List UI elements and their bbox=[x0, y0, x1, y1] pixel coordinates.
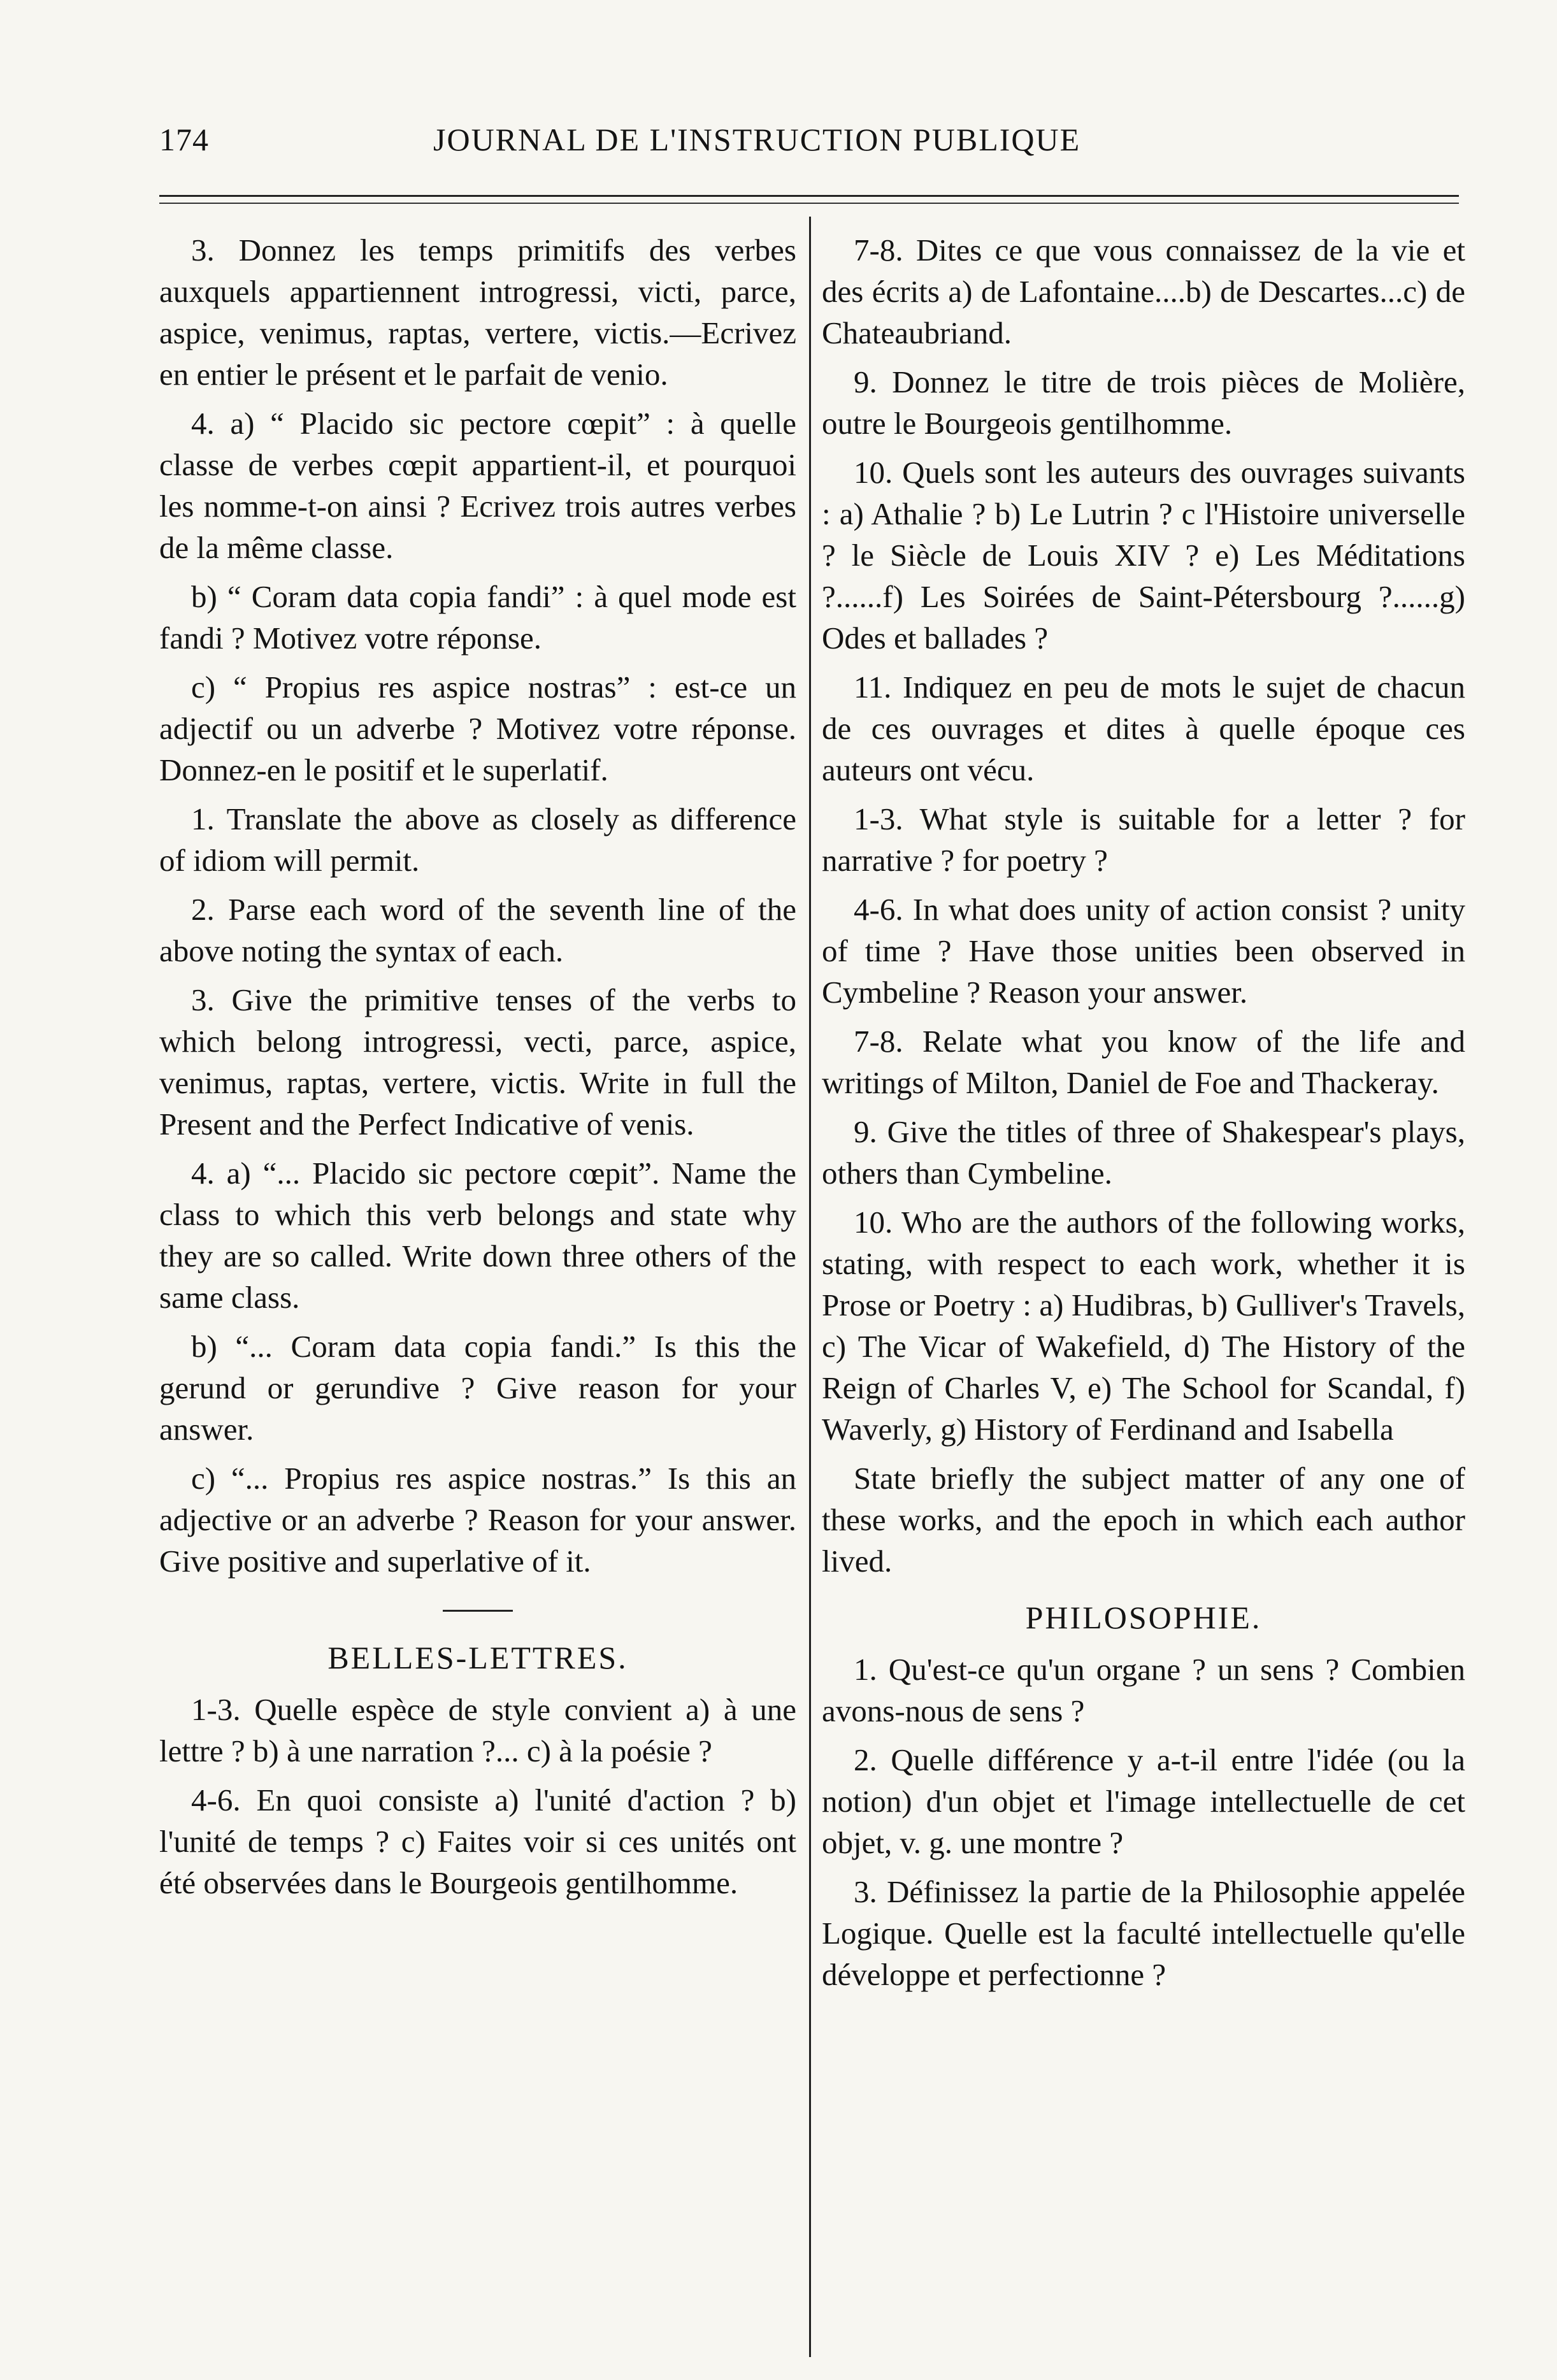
section-heading-belles-lettres: BELLES-LETTRES. bbox=[327, 1640, 628, 1675]
question-paragraph: 2. Parse each word of the seventh line of the above noting the syntax of each. bbox=[159, 892, 796, 968]
question-paragraph: 10. Who are the authors of the following works, stating, with respect to each work, whether it is Prose or Poetry : a) Hudibras, b) Gulliver's Travels, c) The Vicar of Wakefield, d) The History of the Reign of Charles V, e) The School for Scandal, f) Waverly, g) History of Ferdinand and Isabella bbox=[822, 1205, 1465, 1447]
question-paragraph: b) “ Coram data copia fandi” : à quel mode est fandi ? Motivez votre réponse. bbox=[159, 579, 796, 656]
page-number: 174 bbox=[159, 122, 209, 157]
question-paragraph: 3. Définissez la partie de la Philosophie appelée Logique. Quelle est la faculté intellectuelle qu'elle développe et perfectionne ? bbox=[822, 1874, 1465, 1992]
question-paragraph: c) “ Propius res aspice nostras” : est-ce un adjectif ou un adverbe ? Motivez votre réponse. Donnez-en le positif et le superlatif. bbox=[159, 670, 796, 787]
question-paragraph: 1-3. Quelle espèce de style convient a) à une lettre ? b) à une narration ?... c) à la poésie ? bbox=[159, 1692, 796, 1768]
question-paragraph: 2. Quelle différence y a-t-il entre l'idée (ou la notion) d'un objet et l'image intellectuelle de cet objet, v. g. une montre ? bbox=[822, 1742, 1465, 1860]
header-rule bbox=[159, 195, 1459, 197]
column-divider bbox=[809, 217, 811, 2357]
question-paragraph: 9. Give the titles of three of Shakespear's plays, others than Cymbeline. bbox=[822, 1114, 1465, 1191]
question-paragraph: b) “... Coram data copia fandi.” Is this the gerund or gerundive ? Give reason for your answer. bbox=[159, 1329, 796, 1447]
section-divider bbox=[443, 1610, 513, 1612]
left-column bbox=[159, 229, 796, 1911]
question-paragraph: 3. Give the primitive tenses of the verbs to which belong introgressi, vecti, parce, aspice, venimus, raptas, vertere, victis. Write in full the Present and the Perfect Indicative of venis. bbox=[159, 982, 796, 1142]
page-header bbox=[159, 121, 1459, 178]
question-paragraph: c) “... Propius res aspice nostras.” Is this an adjective or an adverbe ? Reason for your answer. Give positive and superlative of it. bbox=[159, 1461, 796, 1579]
question-paragraph: 4. a) “... Placido sic pectore cœpit”. Name the class to which this verb belongs and state why they are so called. Write down three others of the same class. bbox=[159, 1156, 796, 1315]
header-rule-secondary bbox=[159, 203, 1459, 204]
question-paragraph: 10. Quels sont les auteurs des ouvrages suivants : a) Athalie ? b) Le Lutrin ? c l'Histoire universelle ? le Siècle de Louis XIV ? e) Les Méditations ?......f) Les Soirées de Saint-Pétersbourg ?......g) Odes et ballades ? bbox=[822, 455, 1465, 656]
question-paragraph: 4. a) “ Placido sic pectore cœpit” : à quelle classe de verbes cœpit appartient-il, et pourquoi les nomme-t-on ainsi ? Ecrivez trois autres verbes de la même classe. bbox=[159, 406, 796, 565]
running-title: JOURNAL DE L'INSTRUCTION PUBLIQUE bbox=[433, 122, 1081, 157]
question-paragraph: 1. Qu'est-ce qu'un organe ? un sens ? Combien avons-nous de sens ? bbox=[822, 1652, 1465, 1728]
question-paragraph: 11. Indiquez en peu de mots le sujet de chacun de ces ouvrages et dites à quelle époque ces auteurs ont vécu. bbox=[822, 670, 1465, 787]
question-paragraph: 4-6. In what does unity of action consist ? unity of time ? Have those unities been observed in Cymbeline ? Reason your answer. bbox=[822, 892, 1465, 1010]
question-paragraph: 7-8. Relate what you know of the life and writings of Milton, Daniel de Foe and Thackeray. bbox=[822, 1024, 1465, 1100]
question-paragraph: 1-3. What style is suitable for a letter ? for narrative ? for poetry ? bbox=[822, 801, 1465, 878]
question-paragraph: 1. Translate the above as closely as difference of idiom will permit. bbox=[159, 801, 796, 878]
question-paragraph: 4-6. En quoi consiste a) l'unité d'action ? b) l'unité de temps ? c) Faites voir si ces unités ont été observées dans le Bourgeois gentilhomme. bbox=[159, 1782, 796, 1900]
right-column bbox=[822, 229, 1465, 2003]
question-paragraph: 3. Donnez les temps primitifs des verbes auxquels appartiennent introgressi, victi, parce, aspice, venimus, raptas, vertere, victis.—Ecrivez en entier le présent et le parfait de venio. bbox=[159, 233, 796, 392]
question-paragraph: State briefly the subject matter of any one of these works, and the epoch in which each author lived. bbox=[822, 1461, 1465, 1579]
section-heading-philosophie: PHILOSOPHIE. bbox=[1025, 1600, 1262, 1635]
question-paragraph: 9. Donnez le titre de trois pièces de Molière, outre le Bourgeois gentilhomme. bbox=[822, 364, 1465, 441]
question-paragraph: 7-8. Dites ce que vous connaissez de la vie et des écrits a) de Lafontaine....b) de Descartes...c) de Chateaubriand. bbox=[822, 233, 1465, 350]
